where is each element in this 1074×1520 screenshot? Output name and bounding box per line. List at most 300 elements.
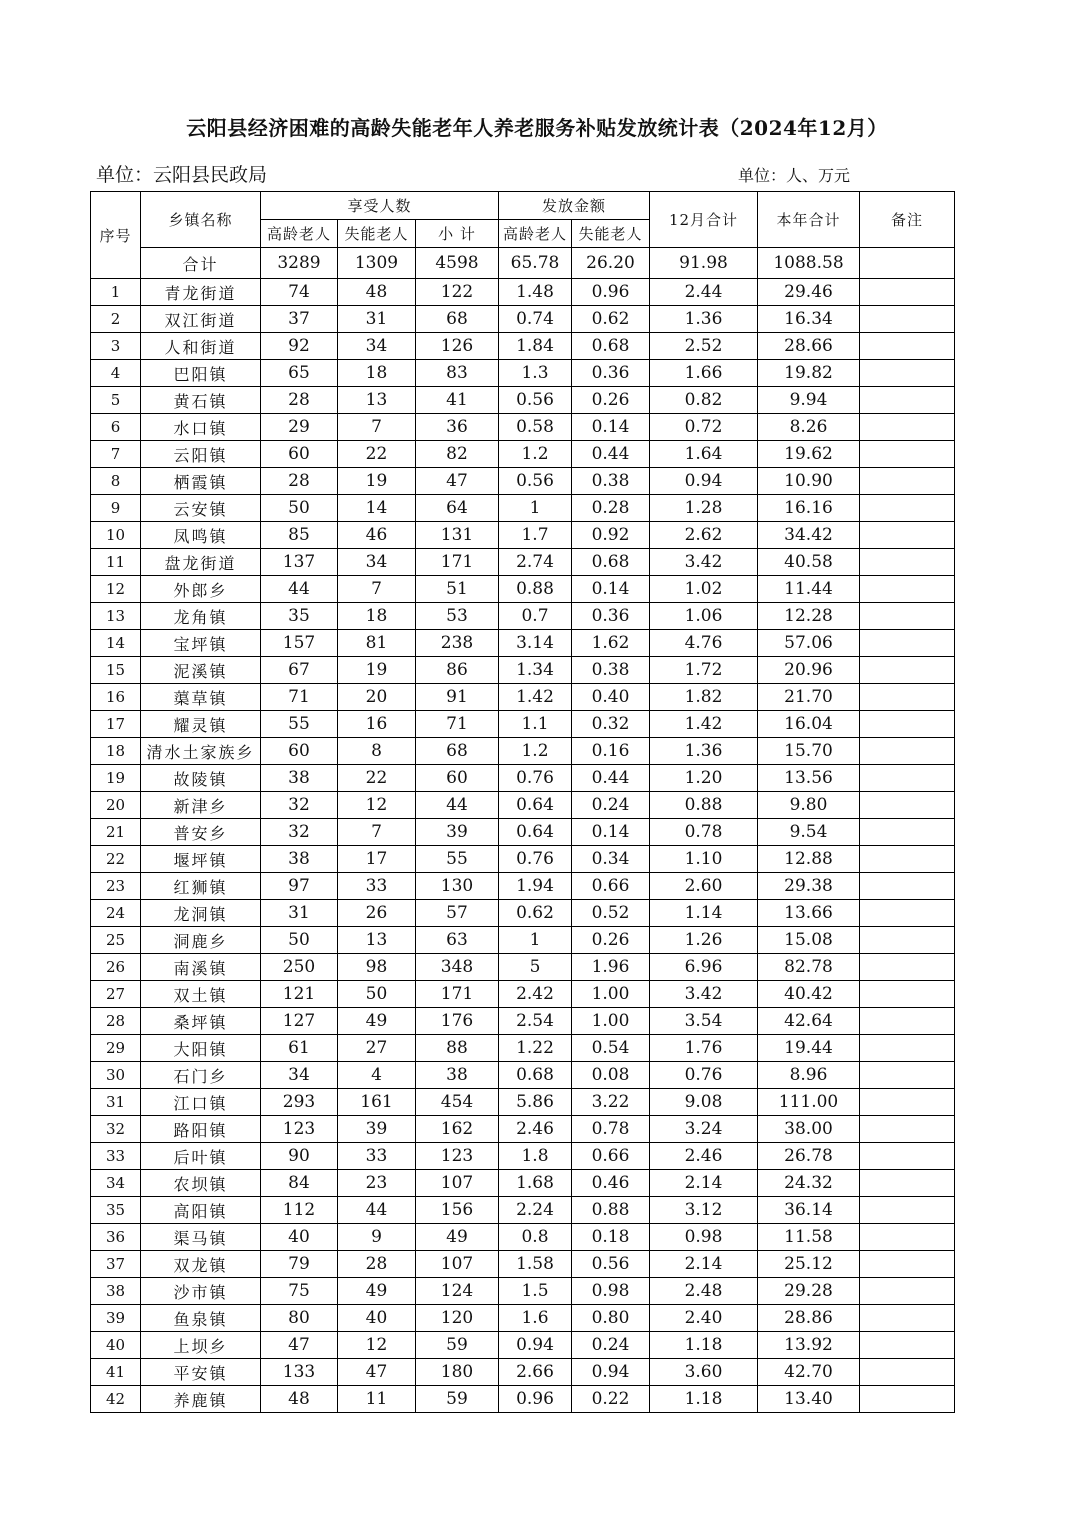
amount-disabled: 0.36 [572,360,650,387]
subtotal-count: 59 [416,1332,499,1359]
town-name: 人和街道 [141,333,261,360]
row-index: 40 [91,1332,141,1359]
row-index: 11 [91,549,141,576]
table-row [91,1197,955,1224]
total-amount-disabled: 26.20 [572,248,650,279]
disabled-count: 17 [338,846,416,873]
elderly-count: 38 [261,765,338,792]
elderly-count: 29 [261,414,338,441]
amount-disabled: 0.36 [572,603,650,630]
elderly-count: 67 [261,657,338,684]
dec-total: 1.82 [650,684,758,711]
town-name: 鱼泉镇 [141,1305,261,1332]
measurement-unit: 单位：人、万元 [738,166,851,185]
subtotal-count: 180 [416,1359,499,1386]
amount-disabled: 0.92 [572,522,650,549]
disabled-count: 4 [338,1062,416,1089]
year-total: 16.34 [758,306,860,333]
subtotal-count: 123 [416,1143,499,1170]
elderly-count: 127 [261,1008,338,1035]
header-dec-total: 12月合计 [650,192,758,248]
remarks-cell [860,1035,955,1062]
year-total: 13.66 [758,900,860,927]
total-row [91,248,955,279]
town-name: 耀灵镇 [141,711,261,738]
disabled-count: 9 [338,1224,416,1251]
town-name: 新津乡 [141,792,261,819]
town-name: 栖霞镇 [141,468,261,495]
table-row [91,684,955,711]
row-index: 10 [91,522,141,549]
subtotal-count: 51 [416,576,499,603]
row-index: 42 [91,1386,141,1413]
table-row [91,522,955,549]
amount-disabled: 0.24 [572,1332,650,1359]
amount-disabled: 0.32 [572,711,650,738]
amount-elderly: 1.48 [499,279,572,306]
amount-disabled: 0.14 [572,414,650,441]
row-index: 3 [91,333,141,360]
amount-elderly: 0.88 [499,576,572,603]
table-row [91,981,955,1008]
subtotal-count: 60 [416,765,499,792]
town-name: 故陵镇 [141,765,261,792]
disabled-count: 31 [338,306,416,333]
disabled-count: 22 [338,441,416,468]
subtotal-count: 156 [416,1197,499,1224]
disabled-count: 19 [338,657,416,684]
amount-disabled: 1.00 [572,981,650,1008]
amount-elderly: 1.58 [499,1251,572,1278]
remarks-cell [860,279,955,306]
issuing-unit: 单位：云阳县民政局 [96,164,268,186]
row-index: 15 [91,657,141,684]
subtotal-count: 57 [416,900,499,927]
amount-disabled: 1.62 [572,630,650,657]
town-name: 清水土家族乡 [141,738,261,765]
header-index: 序号 [91,192,141,279]
dec-total: 9.08 [650,1089,758,1116]
amount-elderly: 0.58 [499,414,572,441]
amount-disabled: 0.88 [572,1197,650,1224]
table-row [91,333,955,360]
subtotal-count: 107 [416,1251,499,1278]
row-index: 41 [91,1359,141,1386]
header-disabled: 失能老人 [338,220,416,248]
elderly-count: 48 [261,1386,338,1413]
town-name: 后叶镇 [141,1143,261,1170]
row-index: 31 [91,1089,141,1116]
town-name: 蕖草镇 [141,684,261,711]
dec-total: 1.18 [650,1386,758,1413]
remarks-cell [860,1143,955,1170]
amount-elderly: 0.8 [499,1224,572,1251]
row-index: 6 [91,414,141,441]
amount-elderly: 0.76 [499,765,572,792]
subtotal-count: 176 [416,1008,499,1035]
year-total: 42.70 [758,1359,860,1386]
subtotal-count: 68 [416,306,499,333]
row-index: 29 [91,1035,141,1062]
dec-total: 1.20 [650,765,758,792]
table-row [91,873,955,900]
disabled-count: 13 [338,387,416,414]
year-total: 42.64 [758,1008,860,1035]
town-name: 平安镇 [141,1359,261,1386]
subtotal-count: 171 [416,549,499,576]
year-total: 29.28 [758,1278,860,1305]
table-row [91,1359,955,1386]
disabled-count: 44 [338,1197,416,1224]
table-row [91,603,955,630]
year-total: 9.54 [758,819,860,846]
subtotal-count: 38 [416,1062,499,1089]
year-total: 26.78 [758,1143,860,1170]
amount-disabled: 0.14 [572,576,650,603]
remarks-cell [860,1386,955,1413]
dec-total: 4.76 [650,630,758,657]
subtotal-count: 39 [416,819,499,846]
disabled-count: 39 [338,1116,416,1143]
amount-disabled: 0.16 [572,738,650,765]
amount-disabled: 0.40 [572,684,650,711]
year-total: 19.44 [758,1035,860,1062]
town-name: 渠马镇 [141,1224,261,1251]
table-row [91,468,955,495]
dec-total: 2.62 [650,522,758,549]
elderly-count: 121 [261,981,338,1008]
town-name: 青龙街道 [141,279,261,306]
elderly-count: 157 [261,630,338,657]
row-index: 21 [91,819,141,846]
dec-total: 2.52 [650,333,758,360]
year-total: 11.44 [758,576,860,603]
remarks-cell [860,900,955,927]
subtotal-count: 162 [416,1116,499,1143]
amount-elderly: 0.64 [499,819,572,846]
table-row [91,738,955,765]
disabled-count: 26 [338,900,416,927]
amount-disabled: 0.26 [572,927,650,954]
subtotal-count: 55 [416,846,499,873]
amount-elderly: 2.24 [499,1197,572,1224]
disabled-count: 7 [338,576,416,603]
subtotal-count: 88 [416,1035,499,1062]
disabled-count: 7 [338,819,416,846]
remarks-cell [860,765,955,792]
total-elderly: 3289 [261,248,338,279]
row-index: 33 [91,1143,141,1170]
town-name: 黄石镇 [141,387,261,414]
total-disabled: 1309 [338,248,416,279]
header-amount: 发放金额 [499,192,650,220]
amount-disabled: 0.44 [572,765,650,792]
remarks-cell [860,711,955,738]
dec-total: 1.18 [650,1332,758,1359]
dec-total: 1.14 [650,900,758,927]
year-total: 28.86 [758,1305,860,1332]
subtotal-count: 36 [416,414,499,441]
amount-elderly: 1.8 [499,1143,572,1170]
elderly-count: 92 [261,333,338,360]
header-amount-disabled: 失能老人 [572,220,650,248]
year-total: 13.40 [758,1386,860,1413]
disabled-count: 34 [338,549,416,576]
elderly-count: 71 [261,684,338,711]
table-row [91,792,955,819]
table-row [91,1251,955,1278]
elderly-count: 60 [261,441,338,468]
disabled-count: 50 [338,981,416,1008]
amount-disabled: 0.08 [572,1062,650,1089]
total-amount-elderly: 65.78 [499,248,572,279]
row-index: 24 [91,900,141,927]
dec-total: 1.10 [650,846,758,873]
amount-disabled: 0.44 [572,441,650,468]
row-index: 25 [91,927,141,954]
disabled-count: 98 [338,954,416,981]
remarks-cell [860,792,955,819]
town-name: 云阳镇 [141,441,261,468]
row-index: 27 [91,981,141,1008]
year-total: 40.42 [758,981,860,1008]
amount-elderly: 0.74 [499,306,572,333]
year-total: 82.78 [758,954,860,981]
elderly-count: 90 [261,1143,338,1170]
dec-total: 3.24 [650,1116,758,1143]
row-index: 2 [91,306,141,333]
row-index: 32 [91,1116,141,1143]
year-total: 8.26 [758,414,860,441]
year-total: 16.04 [758,711,860,738]
year-total: 13.92 [758,1332,860,1359]
header-year-total: 本年合计 [758,192,860,248]
elderly-count: 80 [261,1305,338,1332]
dec-total: 3.42 [650,549,758,576]
remarks-cell [860,1278,955,1305]
dec-total: 6.96 [650,954,758,981]
subtotal-count: 71 [416,711,499,738]
dec-total: 1.42 [650,711,758,738]
year-total: 13.56 [758,765,860,792]
row-index: 13 [91,603,141,630]
table-row [91,414,955,441]
amount-disabled: 1.96 [572,954,650,981]
amount-disabled: 0.38 [572,657,650,684]
row-index: 23 [91,873,141,900]
row-index: 17 [91,711,141,738]
amount-disabled: 3.22 [572,1089,650,1116]
subtotal-count: 107 [416,1170,499,1197]
dec-total: 3.42 [650,981,758,1008]
elderly-count: 38 [261,846,338,873]
row-index: 38 [91,1278,141,1305]
amount-disabled: 0.80 [572,1305,650,1332]
row-index: 4 [91,360,141,387]
town-name: 龙角镇 [141,603,261,630]
table-row [91,306,955,333]
year-total: 20.96 [758,657,860,684]
remarks-cell [860,981,955,1008]
table-row [91,630,955,657]
dec-total: 0.76 [650,1062,758,1089]
town-name: 沙市镇 [141,1278,261,1305]
disabled-count: 22 [338,765,416,792]
amount-disabled: 0.22 [572,1386,650,1413]
table-row [91,927,955,954]
remarks-cell [860,1062,955,1089]
town-name: 普安乡 [141,819,261,846]
town-name: 南溪镇 [141,954,261,981]
elderly-count: 65 [261,360,338,387]
amount-elderly: 1.6 [499,1305,572,1332]
table-row [91,549,955,576]
elderly-count: 75 [261,1278,338,1305]
amount-disabled: 0.68 [572,549,650,576]
disabled-count: 33 [338,873,416,900]
elderly-count: 32 [261,792,338,819]
dec-total: 2.44 [650,279,758,306]
amount-elderly: 0.68 [499,1062,572,1089]
header-town: 乡镇名称 [141,192,261,248]
year-total: 29.46 [758,279,860,306]
total-dec: 91.98 [650,248,758,279]
amount-elderly: 2.42 [499,981,572,1008]
amount-elderly: 2.66 [499,1359,572,1386]
remarks-cell [860,1116,955,1143]
disabled-count: 12 [338,1332,416,1359]
remarks-cell [860,657,955,684]
amount-disabled: 0.34 [572,846,650,873]
dec-total: 2.48 [650,1278,758,1305]
subtotal-count: 124 [416,1278,499,1305]
dec-total: 1.64 [650,441,758,468]
year-total: 36.14 [758,1197,860,1224]
year-total: 16.16 [758,495,860,522]
elderly-count: 137 [261,549,338,576]
table-row [91,954,955,981]
elderly-count: 31 [261,900,338,927]
disabled-count: 161 [338,1089,416,1116]
elderly-count: 133 [261,1359,338,1386]
disabled-count: 34 [338,333,416,360]
dec-total: 1.06 [650,603,758,630]
town-name: 红狮镇 [141,873,261,900]
table-row [91,657,955,684]
disabled-count: 33 [338,1143,416,1170]
disabled-count: 12 [338,792,416,819]
elderly-count: 28 [261,387,338,414]
dec-total: 1.76 [650,1035,758,1062]
subtotal-count: 49 [416,1224,499,1251]
amount-disabled: 0.96 [572,279,650,306]
subtotal-count: 82 [416,441,499,468]
elderly-count: 34 [261,1062,338,1089]
remarks-cell [860,576,955,603]
subtotal-count: 68 [416,738,499,765]
total-subtotal: 4598 [416,248,499,279]
town-name: 大阳镇 [141,1035,261,1062]
subtotal-count: 91 [416,684,499,711]
dec-total: 1.36 [650,738,758,765]
disabled-count: 49 [338,1008,416,1035]
disabled-count: 49 [338,1278,416,1305]
amount-disabled: 0.68 [572,333,650,360]
table-row [91,900,955,927]
disabled-count: 81 [338,630,416,657]
elderly-count: 32 [261,819,338,846]
year-total: 9.80 [758,792,860,819]
elderly-count: 50 [261,927,338,954]
dec-total: 2.40 [650,1305,758,1332]
town-name: 养鹿镇 [141,1386,261,1413]
disabled-count: 11 [338,1386,416,1413]
year-total: 24.32 [758,1170,860,1197]
row-index: 35 [91,1197,141,1224]
row-index: 39 [91,1305,141,1332]
year-total: 10.90 [758,468,860,495]
amount-disabled: 0.26 [572,387,650,414]
row-index: 28 [91,1008,141,1035]
row-index: 34 [91,1170,141,1197]
remarks-cell [860,630,955,657]
town-name: 双土镇 [141,981,261,1008]
amount-elderly: 2.46 [499,1116,572,1143]
table-row [91,1062,955,1089]
row-index: 14 [91,630,141,657]
remarks-cell [860,414,955,441]
remarks-cell [860,873,955,900]
row-index: 8 [91,468,141,495]
disabled-count: 18 [338,603,416,630]
year-total: 8.96 [758,1062,860,1089]
elderly-count: 250 [261,954,338,981]
remarks-cell [860,306,955,333]
dec-total: 3.12 [650,1197,758,1224]
town-name: 龙洞镇 [141,900,261,927]
amount-disabled: 0.62 [572,306,650,333]
amount-elderly: 1.94 [499,873,572,900]
amount-elderly: 0.76 [499,846,572,873]
remarks-cell [860,927,955,954]
table-row [91,765,955,792]
year-total: 40.58 [758,549,860,576]
town-name: 农坝镇 [141,1170,261,1197]
remarks-cell [860,684,955,711]
amount-elderly: 1.34 [499,657,572,684]
dec-total: 2.14 [650,1251,758,1278]
subtotal-count: 238 [416,630,499,657]
table-row [91,1035,955,1062]
amount-elderly: 1.1 [499,711,572,738]
amount-disabled: 0.28 [572,495,650,522]
disabled-count: 40 [338,1305,416,1332]
town-name: 凤鸣镇 [141,522,261,549]
disabled-count: 8 [338,738,416,765]
amount-elderly: 1.2 [499,738,572,765]
amount-elderly: 1.84 [499,333,572,360]
elderly-count: 79 [261,1251,338,1278]
remarks-cell [860,1170,955,1197]
remarks-cell [860,360,955,387]
header-row-1 [91,192,955,220]
elderly-count: 55 [261,711,338,738]
subtotal-count: 47 [416,468,499,495]
table-row [91,1278,955,1305]
row-index: 1 [91,279,141,306]
amount-elderly: 2.74 [499,549,572,576]
disabled-count: 20 [338,684,416,711]
